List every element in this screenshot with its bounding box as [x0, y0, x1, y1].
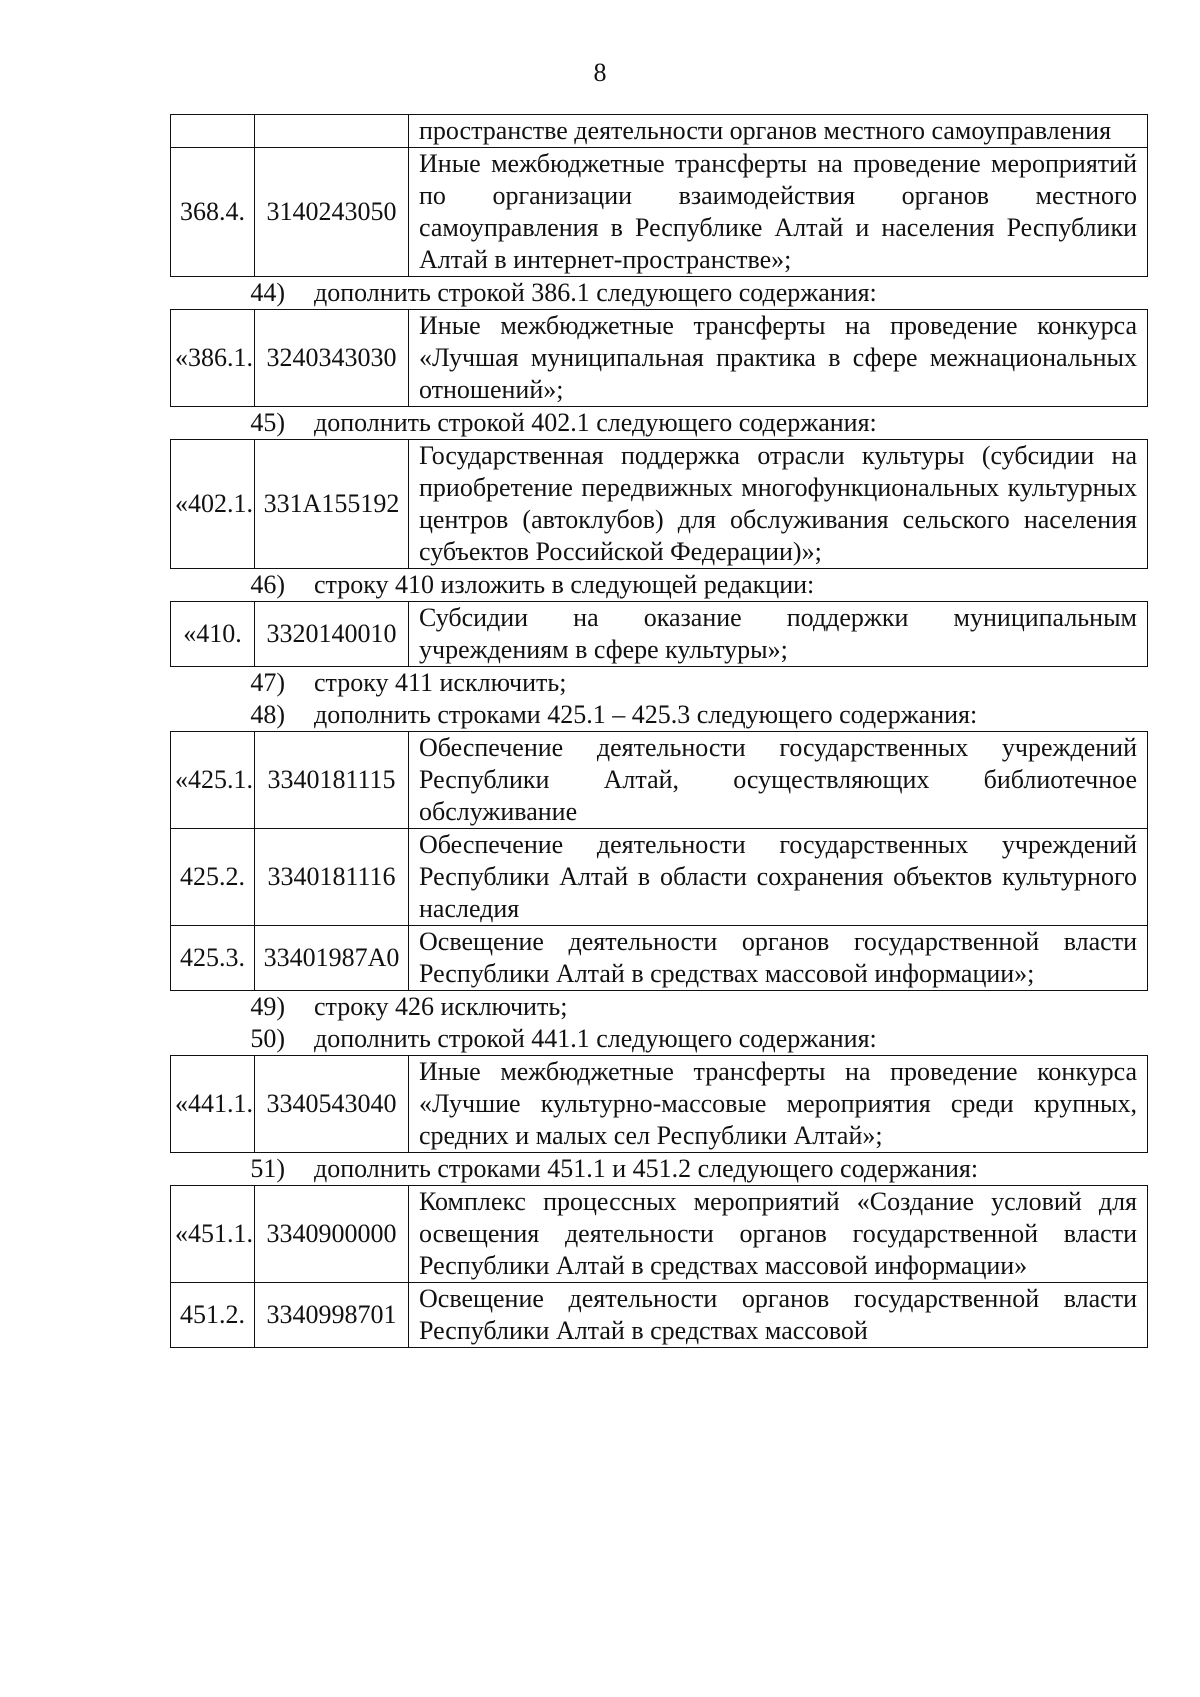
budget-classification-table	[170, 1185, 1148, 1348]
amendment-instruction	[170, 1153, 1148, 1185]
instruction-number: 44)	[250, 278, 285, 307]
target-code-cell: 3340543040	[255, 1056, 409, 1153]
target-code-cell: 3340998701	[255, 1283, 409, 1348]
target-code-cell: 3340181115	[255, 732, 409, 829]
instruction-text: дополнить строкой 402.1 следующего содержания:	[314, 408, 877, 437]
budget-classification-table	[170, 114, 1148, 277]
row-number-cell: «386.1.	[171, 310, 255, 407]
row-number-cell	[171, 115, 255, 148]
target-code-cell: 3340900000	[255, 1186, 409, 1283]
target-code-cell: 3240343030	[255, 310, 409, 407]
table-row	[171, 926, 1148, 991]
description-cell: Освещение деятельности органов государственной власти Республики Алтай в средствах массовой	[409, 1283, 1148, 1348]
row-number-cell: «425.1.	[171, 732, 255, 829]
target-code-cell: 3140243050	[255, 148, 409, 277]
amendment-instruction	[170, 667, 1148, 699]
row-number-cell: 451.2.	[171, 1283, 255, 1348]
table-row	[171, 440, 1148, 569]
document-body	[170, 114, 1148, 1348]
target-code-cell: 3320140010	[255, 602, 409, 667]
description-cell: Иные межбюджетные трансферты на проведение мероприятий по организации взаимодействия органов местного самоуправления в Республике Алтай и населения Республики Алтай в интернет-пространстве»;	[409, 148, 1148, 277]
amendment-instruction	[170, 699, 1148, 731]
row-number-cell: «402.1.	[171, 440, 255, 569]
target-code-cell: 33401987А0	[255, 926, 409, 991]
description-cell: Иные межбюджетные трансферты на проведение конкурса «Лучшая муниципальная практика в сфере межнациональных отношений»;	[409, 310, 1148, 407]
amendment-instruction	[170, 277, 1148, 309]
amendment-instruction	[170, 407, 1148, 439]
instruction-number: 51)	[250, 1154, 285, 1183]
budget-classification-table	[170, 601, 1148, 667]
budget-classification-table	[170, 1055, 1148, 1153]
table-row	[171, 602, 1148, 667]
instruction-text: строку 410 изложить в следующей редакции:	[314, 570, 815, 599]
instruction-number: 46)	[250, 570, 285, 599]
instruction-number: 45)	[250, 408, 285, 437]
instruction-text: строку 411 исключить;	[314, 668, 567, 697]
row-number-cell: «410.	[171, 602, 255, 667]
amendment-instruction	[170, 569, 1148, 601]
amendment-instruction	[170, 1023, 1148, 1055]
instruction-number: 50)	[250, 1024, 285, 1053]
instruction-number: 48)	[250, 700, 285, 729]
description-cell: Иные межбюджетные трансферты на проведение конкурса «Лучшие культурно-массовые мероприятия среди крупных, средних и малых сел Республики Алтай»;	[409, 1056, 1148, 1153]
instruction-text: строку 426 исключить;	[314, 992, 568, 1021]
description-cell: Субсидии на оказание поддержки муниципальным учреждениям в сфере культуры»;	[409, 602, 1148, 667]
description-cell: Обеспечение деятельности государственных учреждений Республики Алтай, осуществляющих библиотечное обслуживание	[409, 732, 1148, 829]
row-number-cell: 425.2.	[171, 829, 255, 926]
budget-classification-table	[170, 439, 1148, 569]
amendment-instruction	[170, 991, 1148, 1023]
instruction-number: 47)	[250, 668, 285, 697]
row-number-cell: «451.1.	[171, 1186, 255, 1283]
page-number: 8	[593, 58, 607, 87]
table-row	[171, 310, 1148, 407]
target-code-cell: 331A155192	[255, 440, 409, 569]
table-row	[171, 1186, 1148, 1283]
instruction-text: дополнить строкой 386.1 следующего содержания:	[314, 278, 877, 307]
description-cell: пространстве деятельности органов местного самоуправления	[409, 115, 1148, 148]
instruction-text: дополнить строкой 441.1 следующего содержания:	[314, 1024, 877, 1053]
row-number-cell: 425.3.	[171, 926, 255, 991]
description-cell: Обеспечение деятельности государственных учреждений Республики Алтай в области сохранения объектов культурного наследия	[409, 829, 1148, 926]
instruction-text: дополнить строками 451.1 и 451.2 следующего содержания:	[314, 1154, 979, 1183]
description-cell: Освещение деятельности органов государственной власти Республики Алтай в средствах массовой информации»;	[409, 926, 1148, 991]
budget-classification-table	[170, 731, 1148, 991]
table-row	[171, 148, 1148, 277]
table-row	[171, 829, 1148, 926]
description-cell: Государственная поддержка отрасли культуры (субсидии на приобретение передвижных многофункциональных культурных центров (автоклубов) для обслуживания сельского населения субъектов Российской Федерации)»;	[409, 440, 1148, 569]
target-code-cell: 3340181116	[255, 829, 409, 926]
table-row	[171, 1283, 1148, 1348]
instruction-number: 49)	[250, 992, 285, 1021]
target-code-cell	[255, 115, 409, 148]
table-row	[171, 732, 1148, 829]
table-row	[171, 1056, 1148, 1153]
budget-classification-table	[170, 309, 1148, 407]
row-number-cell: «441.1.	[171, 1056, 255, 1153]
instruction-text: дополнить строками 425.1 – 425.3 следующего содержания:	[314, 700, 978, 729]
row-number-cell: 368.4.	[171, 148, 255, 277]
table-row	[171, 115, 1148, 148]
description-cell: Комплекс процессных мероприятий «Создание условий для освещения деятельности органов государственной власти Республики Алтай в средствах массовой информации»	[409, 1186, 1148, 1283]
